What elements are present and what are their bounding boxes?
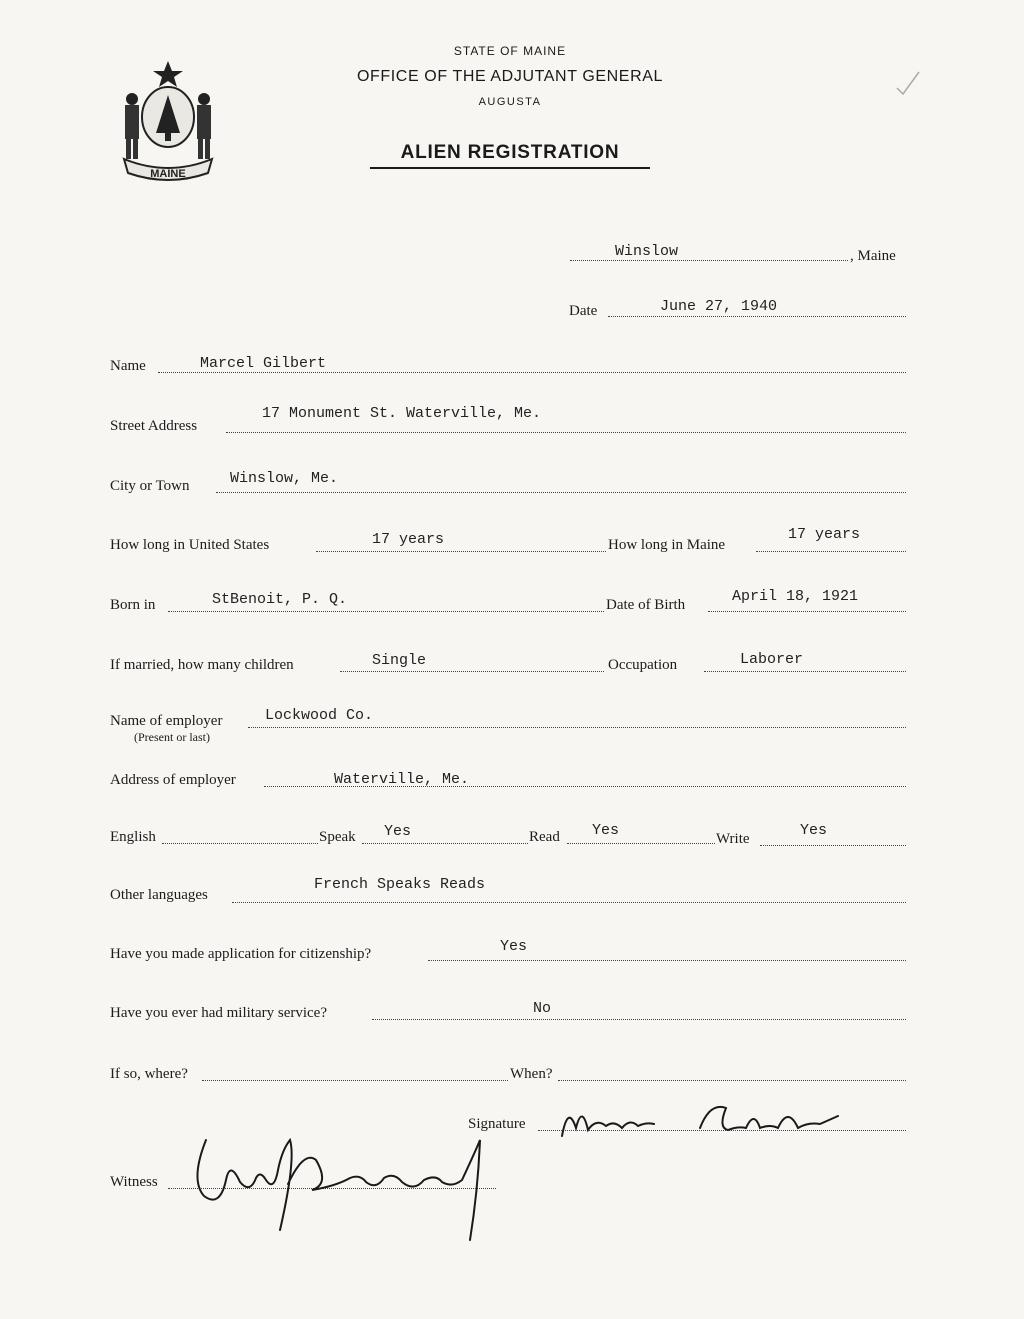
date-label: Date	[569, 303, 598, 319]
employer-label: Name of employer	[110, 713, 223, 729]
name-line	[158, 372, 906, 373]
write-value: Yes	[800, 822, 828, 839]
signature-label: Signature	[468, 1116, 526, 1132]
state-seal-icon	[110, 55, 226, 187]
city-heading: AUGUSTA	[478, 96, 542, 108]
speak-line	[362, 843, 528, 844]
born-in-value: StBenoit, P. Q.	[212, 591, 348, 608]
born-in-label: Born in	[110, 597, 156, 613]
street-line	[226, 432, 906, 433]
write-label: Write	[716, 831, 750, 847]
date-value: June 27, 1940	[660, 298, 778, 315]
occupation-label: Occupation	[608, 657, 678, 673]
occupation-value: Laborer	[740, 651, 804, 668]
title-underline	[370, 167, 650, 169]
other-languages-line	[232, 902, 906, 903]
how-long-maine-line	[756, 551, 906, 552]
military-line	[372, 1019, 906, 1020]
read-value: Yes	[592, 822, 620, 839]
witness-signature	[180, 1120, 510, 1250]
read-label: Read	[529, 829, 560, 845]
svg-text:MAINE: MAINE	[150, 168, 186, 180]
how-long-us-line	[316, 551, 606, 552]
citizenship-label: Have you made application for citizenship?	[110, 946, 372, 962]
how-long-us-value: 17 years	[372, 531, 445, 548]
married-value: Single	[372, 652, 427, 669]
if-so-where-label: If so, where?	[110, 1066, 188, 1082]
when-label: When?	[510, 1066, 553, 1082]
date-of-birth-label: Date of Birth	[606, 597, 686, 613]
city-value: Winslow, Me.	[230, 470, 339, 487]
born-in-line	[168, 611, 604, 612]
applicant-signature	[550, 1098, 860, 1148]
city-label: City or Town	[110, 478, 190, 494]
citizenship-line	[428, 960, 906, 961]
english-line	[162, 843, 318, 844]
name-label: Name	[110, 358, 146, 374]
english-label: English	[110, 829, 156, 845]
read-line	[567, 843, 715, 844]
married-label: If married, how many children	[110, 657, 294, 673]
office-heading: OFFICE OF THE ADJUTANT GENERAL	[356, 68, 664, 85]
speak-value: Yes	[384, 823, 412, 840]
military-label: Have you ever had military service?	[110, 1005, 327, 1021]
town-line	[570, 260, 848, 261]
married-line	[340, 671, 604, 672]
when-line	[558, 1080, 906, 1081]
how-long-maine-value: 17 years	[788, 526, 861, 543]
form-title: ALIEN REGISTRATION	[400, 142, 620, 163]
street-value: 17 Monument St. Waterville, Me.	[262, 405, 542, 422]
name-value: Marcel Gilbert	[200, 355, 327, 372]
street-label: Street Address	[110, 418, 198, 434]
how-long-maine-label: How long in Maine	[608, 537, 726, 553]
date-of-birth-line	[708, 611, 906, 612]
how-long-us-label: How long in United States	[110, 537, 270, 553]
citizenship-value: Yes	[500, 938, 528, 955]
employer-address-value: Waterville, Me.	[334, 771, 470, 788]
if-so-where-line	[202, 1080, 508, 1081]
speak-label: Speak	[319, 829, 356, 845]
date-of-birth-value: April 18, 1921	[732, 588, 859, 605]
employer-line	[248, 727, 906, 728]
date-line	[608, 316, 906, 317]
employer-address-label: Address of employer	[110, 772, 236, 788]
check-mark-icon	[893, 68, 923, 98]
town-value: Winslow	[615, 243, 679, 260]
state-heading: STATE OF MAINE	[453, 44, 567, 58]
military-value: No	[533, 1000, 552, 1017]
employer-note: (Present or last)	[134, 730, 210, 744]
write-line	[760, 845, 906, 846]
other-languages-value: French Speaks Reads	[314, 876, 486, 893]
occupation-line	[704, 671, 906, 672]
employer-value: Lockwood Co.	[265, 707, 374, 724]
maine-label: , Maine	[850, 248, 896, 264]
city-line	[216, 492, 906, 493]
other-languages-label: Other languages	[110, 887, 208, 903]
witness-label: Witness	[110, 1174, 158, 1190]
